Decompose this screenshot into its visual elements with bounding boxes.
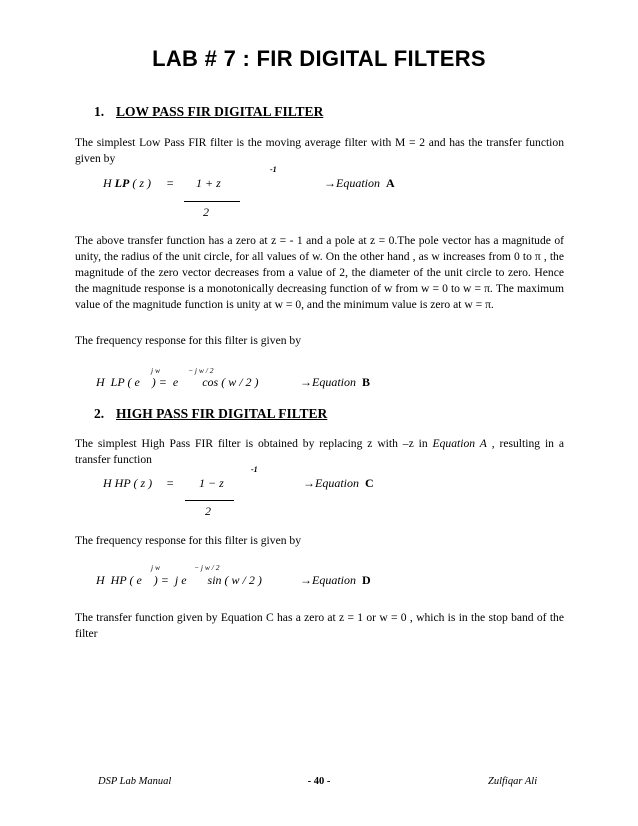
eq-c-numerator: 1 − z bbox=[199, 476, 224, 490]
eq-c-exponent: -1 bbox=[251, 465, 258, 474]
section-2-heading bbox=[94, 406, 327, 422]
eq-c-lhs: H HP ( z ) bbox=[103, 476, 153, 490]
eq-d-label: →Equation D bbox=[300, 573, 371, 587]
eq-a-numerator: 1 + z bbox=[196, 176, 221, 190]
footer-right: Zulfiqar Ali bbox=[488, 776, 538, 787]
eq-c-fraction-line bbox=[185, 500, 234, 501]
paragraph-2: The above transfer function has a zero at z = - 1 and a pole at z = 0.The pole vector has a magnitude of unity, the radius of the unit circle, for all values of w. On the other hand , as w increases from 0 to π , the magnitude of the zero vector decreases from a value of 2, the diameter of the unit circle to zero. Hence the magnitude response is a monotonically decreasing function of w from w = 0 to w = π. The maximum value of the magnitude function is unity at w = 0, and the minimum value is zero at w = π. bbox=[75, 234, 564, 311]
eq-d-expression: H HP ( e ) = j e sin ( w / 2 ) bbox=[96, 573, 262, 587]
eq-a-fraction-line bbox=[184, 201, 240, 202]
page-title: LAB # 7 : FIR DIGITAL FILTERS bbox=[152, 46, 486, 71]
footer-left: DSP Lab Manual bbox=[98, 776, 172, 787]
eq-d-superscript-1: j w bbox=[151, 563, 160, 572]
paragraph-3: The frequency response for this filter is given by bbox=[75, 334, 302, 347]
eq-a-lhs: H LP ( z ) bbox=[103, 176, 152, 190]
eq-c-label: →Equation C bbox=[303, 476, 374, 490]
eq-d-superscript-2: − j w / 2 bbox=[194, 563, 220, 572]
paragraph-1: The simplest Low Pass FIR filter is the moving average filter with M = 2 and has the transfer function given by bbox=[75, 136, 564, 165]
eq-b-label: →Equation B bbox=[300, 375, 371, 389]
section-1-title: LOW PASS FIR DIGITAL FILTER bbox=[116, 104, 324, 119]
paragraph-5: The frequency response for this filter is given by bbox=[75, 534, 302, 547]
eq-b-expression: H LP ( e ) = e cos ( w / 2 ) bbox=[96, 375, 259, 389]
section-1-number: 1. bbox=[94, 104, 105, 119]
section-2-title: HIGH PASS FIR DIGITAL FILTER bbox=[116, 406, 328, 421]
section-2-number: 2. bbox=[94, 406, 105, 421]
eq-c-denominator: 2 bbox=[205, 504, 211, 518]
section-1-heading bbox=[94, 104, 323, 120]
eq-b-superscript-1: j w bbox=[151, 366, 160, 375]
eq-a-exponent: -1 bbox=[270, 165, 277, 174]
eq-a-label: →Equation A bbox=[324, 176, 395, 190]
eq-c-equals: = bbox=[166, 476, 175, 490]
paragraph-4: The simplest High Pass FIR filter is obtained by replacing z with –z in Equation A , resulting in a transfer function bbox=[75, 437, 565, 466]
eq-b-superscript-2: − j w / 2 bbox=[188, 366, 214, 375]
paragraph-6: The transfer function given by Equation C has a zero at z = 1 or w = 0 , which is in the stop band of the filter bbox=[75, 611, 564, 640]
footer-page-number: - 40 - bbox=[307, 776, 331, 787]
eq-a-denominator: 2 bbox=[203, 205, 209, 219]
eq-a-equals: = bbox=[166, 176, 175, 190]
